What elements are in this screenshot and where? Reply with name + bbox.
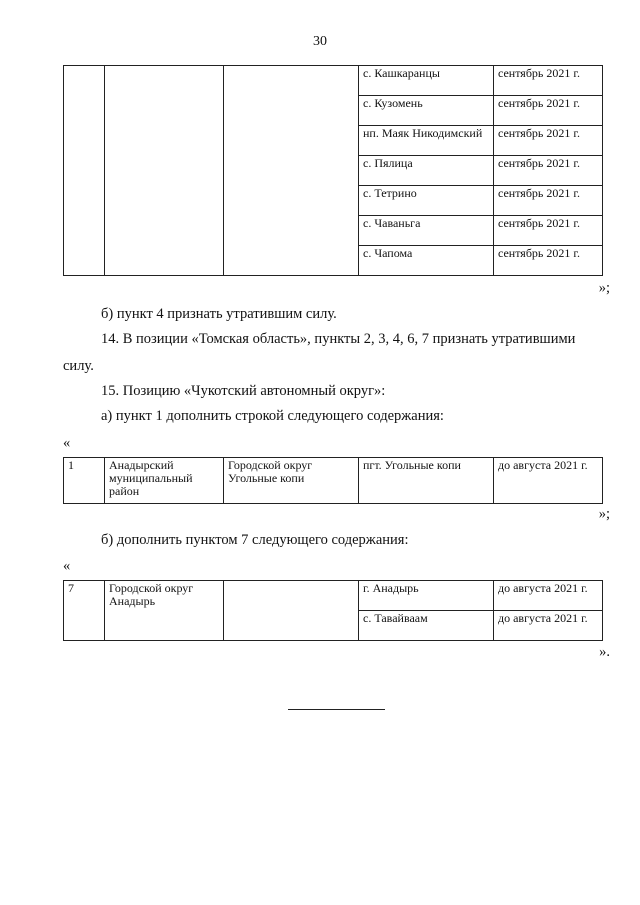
date-cell: до августа 2021 г. (494, 581, 603, 611)
place-cell: с. Тетрино (359, 186, 494, 216)
place-cell: с. Кашкаранцы (359, 66, 494, 96)
end-divider (288, 709, 385, 710)
municipality-cell (224, 66, 359, 276)
paragraph-a: а) пункт 1 дополнить строкой следующего содержания: (101, 408, 444, 424)
place-cell: с. Тавайваам (359, 611, 494, 641)
date-cell: сентябрь 2021 г. (494, 156, 603, 186)
date-cell: до августа 2021 г. (494, 458, 603, 504)
place-cell: нп. Маяк Никодимский (359, 126, 494, 156)
anadyr-okrug-table (63, 580, 603, 641)
municipality-cell (224, 581, 359, 641)
open-quote-mark: « (63, 435, 71, 451)
number-cell (64, 66, 105, 276)
close-quote-mark: ». (599, 644, 610, 660)
number-cell: 7 (64, 581, 105, 641)
district-cell (105, 66, 224, 276)
page-number: 30 (313, 34, 327, 49)
municipality-cell: Городской округ Угольные копи (224, 458, 359, 504)
date-cell: сентябрь 2021 г. (494, 186, 603, 216)
number-cell: 1 (64, 458, 105, 504)
district-cell: Городской округ Анадырь (105, 581, 224, 641)
settlements-table-continuation (63, 65, 603, 276)
place-cell: с. Кузомень (359, 96, 494, 126)
paragraph-b-repeal: б) пункт 4 признать утратившим силу. (101, 306, 337, 322)
place-cell: пгт. Угольные копи (359, 458, 494, 504)
close-quote-mark: »; (598, 506, 610, 522)
date-cell: сентябрь 2021 г. (494, 66, 603, 96)
date-cell: сентябрь 2021 г. (494, 96, 603, 126)
close-quote-mark: »; (598, 280, 610, 296)
date-cell: сентябрь 2021 г. (494, 126, 603, 156)
date-cell: сентябрь 2021 г. (494, 216, 603, 246)
date-cell: до августа 2021 г. (494, 611, 603, 641)
place-cell: г. Анадырь (359, 581, 494, 611)
paragraph-b-add: б) дополнить пунктом 7 следующего содержания: (101, 532, 409, 548)
anadyr-district-table (63, 457, 603, 504)
table-row (64, 66, 603, 96)
place-cell: с. Пялица (359, 156, 494, 186)
paragraph-14-continuation: силу. (63, 358, 94, 374)
table-row (64, 581, 603, 611)
place-cell: с. Чаваньга (359, 216, 494, 246)
district-cell: Анадырский муниципальный район (105, 458, 224, 504)
open-quote-mark: « (63, 558, 71, 574)
paragraph-14: 14. В позиции «Томская область», пункты 2, 3, 4, 6, 7 признать утратившими (101, 331, 576, 347)
table-row (64, 458, 603, 504)
date-cell: сентябрь 2021 г. (494, 246, 603, 276)
paragraph-15: 15. Позицию «Чукотский автономный округ»: (101, 383, 386, 399)
place-cell: с. Чапома (359, 246, 494, 276)
